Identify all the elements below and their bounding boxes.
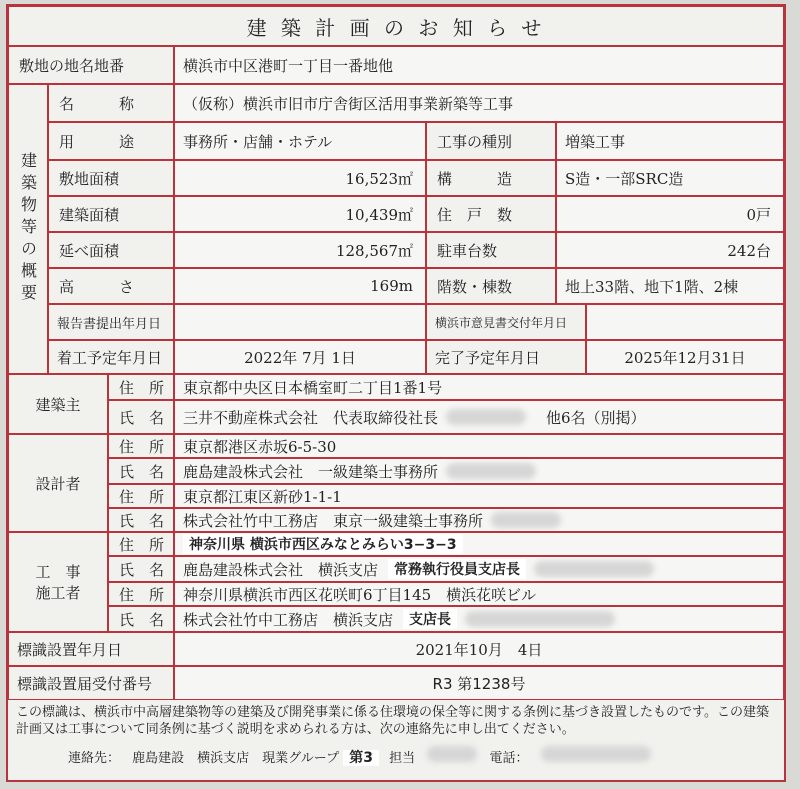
contact-label: 連絡先： xyxy=(68,751,121,766)
end-date-label: 完了予定年月日 xyxy=(426,340,586,374)
contact-org: 鹿島建設 横浜支店 現業グループ xyxy=(132,751,340,766)
designer-name2-label: 氏 名 xyxy=(108,508,174,532)
parking-label: 駐車台数 xyxy=(426,232,556,268)
floors-label: 階数・棟数 xyxy=(426,268,556,304)
contact-line xyxy=(68,746,651,767)
site-value: 横浜市中区港町一丁目一番地他 xyxy=(174,46,784,84)
contractor-address1-label: 住 所 xyxy=(108,532,174,556)
floors-value: 地上33階、地下1階、2棟 xyxy=(556,268,784,304)
contractor-name1-title: 常務執行役員支店長 xyxy=(388,559,526,579)
contractor-address1-value xyxy=(174,532,784,556)
notice-board xyxy=(6,4,786,782)
floor-area-value: 128,567㎡ xyxy=(174,232,426,268)
designer-label: 設計者 xyxy=(8,434,108,532)
designer-name1-label: 氏 名 xyxy=(108,458,174,484)
contact-tel-label: 電話： xyxy=(489,751,529,766)
units-label: 住 戸 数 xyxy=(426,196,556,232)
owner-extra: 他6名（別掲） xyxy=(546,408,646,427)
redacted-name xyxy=(534,561,654,577)
notice-title: 建 築 計 画 の お 知 ら せ xyxy=(8,6,784,46)
contractor-label-line2: 施工者 xyxy=(35,584,81,602)
redacted-person xyxy=(427,746,477,762)
site-area-label: 敷地面積 xyxy=(48,160,174,196)
overview-label: 建築物等の概要 xyxy=(8,84,48,374)
use-value: 事務所・店舗・ホテル xyxy=(174,122,426,160)
contractor-name1-row xyxy=(174,556,784,582)
owner-address-value: 東京都中央区日本橋室町二丁目1番1号 xyxy=(174,374,784,400)
designer-name2-row xyxy=(174,508,784,532)
owner-label: 建築主 xyxy=(8,374,108,434)
report-date-value xyxy=(174,304,426,340)
designer-name2-value: 株式会社竹中工務店 東京一級建築士事務所 xyxy=(183,511,484,530)
designer-name1-value: 鹿島建設株式会社 一級建築士事務所 xyxy=(183,462,439,481)
contractor-address1-text: 神奈川県 横浜市西区みなとみらい3−3−3 xyxy=(183,534,463,554)
work-type-label: 工事の種別 xyxy=(426,122,556,160)
height-label: 高 さ xyxy=(48,268,174,304)
structure-value: S造・一部SRC造 xyxy=(556,160,784,196)
owner-address-label: 住 所 xyxy=(108,374,174,400)
contractor-label xyxy=(8,532,108,632)
notice-text: この標識は、横浜市中高層建築物等の建築及び開発事業に係る住環境の保全等に関する条例に基づき設置したものです。この建築計画又は工事について同条例に基づく説明を求められる方は、次の連絡先に申し出てください。 xyxy=(16,705,769,737)
contractor-label-line1: 工 事 xyxy=(35,563,81,581)
designer-name1-row xyxy=(174,458,784,484)
redacted-name xyxy=(465,611,615,627)
end-date-value: 2025年12月31日 xyxy=(586,340,784,374)
designer-address2-value: 東京都江東区新砂1-1-1 xyxy=(174,484,784,508)
contractor-address2-value: 神奈川県横浜市西区花咲町6丁目145 横浜花咲ビル xyxy=(174,582,784,606)
contractor-name2-title: 支店長 xyxy=(403,609,457,629)
start-date-value: 2022年 7月 1日 xyxy=(174,340,426,374)
sign-date-label: 標識設置年月日 xyxy=(8,632,174,666)
redacted-name xyxy=(491,512,561,528)
sign-date-value: 2021年10月 4日 xyxy=(174,632,784,666)
name-value: （仮称）横浜市旧市庁舎街区活用事業新築等工事 xyxy=(174,84,784,122)
contact-group: 第3 xyxy=(343,750,379,766)
name-label: 名 称 xyxy=(48,84,174,122)
owner-name-value: 三井不動産株式会社 代表取締役社長 xyxy=(183,408,439,427)
contractor-name1-value: 鹿島建設株式会社 横浜支店 xyxy=(183,560,379,579)
redacted-name xyxy=(446,409,526,425)
contractor-name2-label: 氏 名 xyxy=(108,606,174,632)
parking-value: 242台 xyxy=(556,232,784,268)
contact-person-label: 担当 xyxy=(389,751,416,766)
owner-name-label: 氏 名 xyxy=(108,400,174,434)
building-area-label: 建築面積 xyxy=(48,196,174,232)
start-date-label: 着工予定年月日 xyxy=(48,340,174,374)
designer-address1-value: 東京都港区赤坂6-5-30 xyxy=(174,434,784,458)
building-area-value: 10,439㎡ xyxy=(174,196,426,232)
redacted-tel xyxy=(541,746,651,762)
floor-area-label: 延べ面積 xyxy=(48,232,174,268)
contractor-name2-row xyxy=(174,606,784,632)
report-date-label: 報告書提出年月日 xyxy=(48,304,174,340)
designer-address1-label: 住 所 xyxy=(108,434,174,458)
site-area-value: 16,523㎡ xyxy=(174,160,426,196)
work-type-value: 増築工事 xyxy=(556,122,784,160)
opinion-date-label: 横浜市意見書交付年月日 xyxy=(426,304,586,340)
contractor-name1-label: 氏 名 xyxy=(108,556,174,582)
structure-label: 構 造 xyxy=(426,160,556,196)
contractor-address2-label: 住 所 xyxy=(108,582,174,606)
use-label: 用 途 xyxy=(48,122,174,160)
height-value: 169m xyxy=(174,268,426,304)
designer-address2-label: 住 所 xyxy=(108,484,174,508)
opinion-date-value xyxy=(586,304,784,340)
units-value: 0戸 xyxy=(556,196,784,232)
site-label: 敷地の地名地番 xyxy=(8,46,174,84)
owner-name-row xyxy=(174,400,784,434)
redacted-name xyxy=(446,463,536,479)
sign-number-value: R3 第1238号 xyxy=(174,666,784,700)
sign-number-label: 標識設置届受付番号 xyxy=(8,666,174,700)
contractor-name2-value: 株式会社竹中工務店 横浜支店 xyxy=(183,610,394,629)
